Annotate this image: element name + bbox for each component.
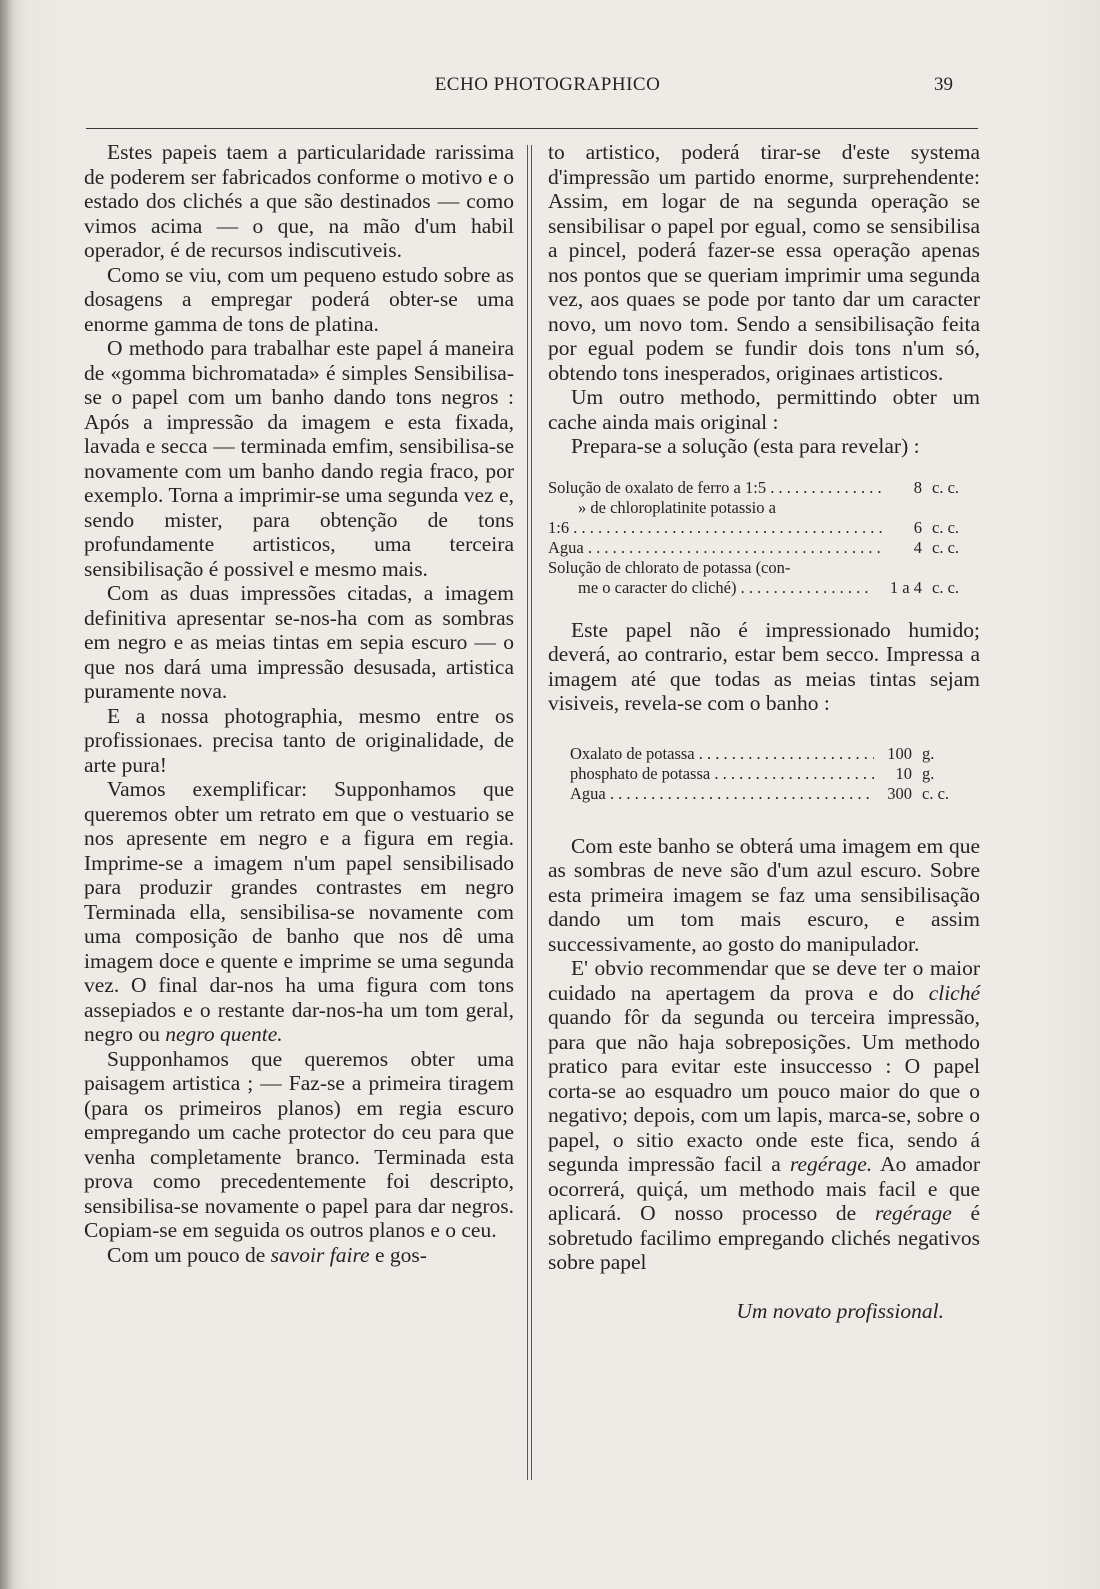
paragraph-text: e gos- <box>374 1242 427 1267</box>
formula-row <box>570 764 970 784</box>
formula-quantity <box>884 558 922 578</box>
formula-label: Agua . . . <box>548 538 884 558</box>
formula-quantity: 4 <box>913 537 922 557</box>
paragraph-text: Vamos exemplificar: Supponhamos que queremos obter um retrato em que o vestuario se nos apresente em negro e a figura em regia. Imprime-se a imagem n'um papel sensibilisado para produzir grandes contrastes em negro Terminada ella, sensibilisa-se novamente com uma composição de banho que nos dê uma imagem doce e quente e imprime se uma segunda vez. O final dar-nos ha uma figura com tons assepiados e o restante dar-nos-ha um tom geral, negro ou <box>84 777 514 1046</box>
paragraph <box>548 956 980 1275</box>
formula-unit: c. c. <box>932 577 960 597</box>
paragraph <box>84 1243 514 1268</box>
paragraph-text: Ao amador ocorrerá, quiçá, um methodo mais facil e que aplicará. O nosso processo de <box>548 1152 980 1225</box>
formula-row <box>548 558 980 578</box>
running-title: ECHO PHOTOGRAPHICO <box>434 74 661 95</box>
paragraph: Um outro methodo, permittindo obter um cache ainda mais original : <box>548 385 980 434</box>
left-column <box>84 140 514 1267</box>
paragraph: Prepara-se a solução (esta para revelar) : <box>571 434 920 458</box>
paragraph: O methodo para trabalhar este papel á maneira de «gomma bichromatada» é simples Sensibilisa-se o papel com um banho dando tons negros : Após a impressão da imagem e esta fixada, lavada e secca — terminada emfim, sensibilisa-se novamente com um banho dando regia fraco, por exemplo. Torna a imprimir-se uma segunda vez e, sendo mister, para obtenção de tons profundamente artisticos, uma terceira sensibilisação é possivel e mesmo mais. <box>84 336 514 581</box>
page-number: 39 <box>934 74 953 95</box>
formula-row <box>548 538 980 558</box>
formula-unit: c. c. <box>932 537 960 557</box>
formula-label: » de chloroplatinite potassio a <box>578 497 776 517</box>
formula-label: phosphato de potassa . . . <box>570 764 874 784</box>
paragraph: Com as duas impressões citadas, a imagem definitiva apresentar se-nos-ha com as sombras em negro e as meias tintas em sepia escuro — o que nos dará uma impressão desusada, artistica puramente nova. <box>84 581 514 703</box>
binding-shadow <box>0 0 14 1589</box>
paragraph: Como se viu, com um pequeno estudo sobre as dosagens a empregar poderá obter-se uma enorme gamma de tons de platina. <box>84 262 514 336</box>
paragraph: Supponhamos que queremos obter uma paisagem artistica ; — Faz-se a primeira tiragem (para os primeiros planos) em regia escuro empregando um cache protector do ceu para que venha completamente branco. Terminada esta prova como precedentemente foi descripto, sensibilisa-se novamente o papel para dar negros. Copiam-se em seguida os outros planos e o ceu. <box>84 1046 514 1242</box>
formula-row <box>548 478 980 498</box>
formula-label: Agua . . . <box>570 784 874 804</box>
formula-quantity: 10 <box>895 763 912 783</box>
header-rule <box>86 128 978 129</box>
paragraph: Com este banho se obterá uma imagem em que as sombras de neve são d'um azul escuro. Sobre esta primeira imagem se faz uma sensibilisação dando um tom mais escuro, e assim successivamente, ao gosto do manipulador. <box>548 833 980 956</box>
paragraph-text: é sobretudo facilimo empregando clichés negativos sobre papel <box>548 1201 981 1274</box>
italic-phrase: regérage <box>874 1201 952 1225</box>
formula-unit: c. c. <box>932 477 960 497</box>
paragraph: Este papel não é impressionado humido; deverá, ao contrario, estar bem secco. Impressa a imagem até que todas as meias tintas sejam visiveis, revela-se com o banho : <box>548 617 980 715</box>
paragraph-text: E' obvio recommendar que se deve ter o maior cuidado na apertagem da prova e do <box>548 956 980 1005</box>
formula-quantity: 300 <box>887 783 912 803</box>
italic-phrase: savoir faire <box>270 1242 370 1267</box>
paragraph <box>84 777 514 1047</box>
formula-unit: c. c. <box>922 783 950 803</box>
paragraph: E a nossa photographia, mesmo entre os profissionaes. precisa tanto de originalidade, de arte pura! <box>84 703 514 777</box>
formula-row <box>548 498 980 518</box>
formula-table-2 <box>570 744 970 804</box>
italic-phrase: cliché <box>928 980 981 1005</box>
formula-row <box>548 578 980 598</box>
column-divider-right <box>531 145 532 1480</box>
author-signature: Um novato profissional. <box>736 1298 944 1323</box>
paragraph: Estes papeis tаem a particularidade rarissima de poderem ser fabricados conforme o motivo e o estado dos clichés a que são destinados — como vimos acima — o que, na mão d'um habil operador, é de recursos indiscutiveis. <box>84 140 514 262</box>
formula-label: Solução de chlorato de potassa (con- <box>548 557 791 577</box>
formula-row <box>548 518 980 538</box>
formula-unit: g. <box>922 763 935 783</box>
paragraph-text: Com um pouco de <box>107 1242 266 1267</box>
formula-label: Solução de oxalato de ferro a 1:5 . . . <box>548 478 884 498</box>
formula-quantity: 8 <box>913 477 922 497</box>
formula-label: Oxalato de potassa . . . <box>570 744 874 764</box>
formula-quantity: 1 a 4 <box>889 577 922 597</box>
formula-row <box>570 784 970 804</box>
formula-table-1 <box>548 478 980 598</box>
paragraph-text: quando fôr da segunda ou terceira impressão, para que não haja sobreposições. Um methodo pratico para evitar este insuccesso : O papel corta-se ao esquadro um pouco maior do que o negativo; depois, com um lapis, marca-se, sobre o papel, o sitio exacto onde este fica, sendo á segunda impressão facil a <box>548 1005 980 1176</box>
formula-quantity: 100 <box>887 743 912 763</box>
formula-label: 1:6 . . . <box>548 518 884 538</box>
formula-quantity: 6 <box>913 517 922 537</box>
right-column <box>548 140 980 1323</box>
formula-unit <box>922 558 980 578</box>
formula-unit: g. <box>922 743 935 763</box>
italic-phrase: regérage. <box>789 1152 873 1176</box>
page-header <box>0 74 1100 100</box>
paragraph: to artistico, poderá tirar-se d'este systema d'impressão um partido enorme, surprehendente: Assim, em logar de na segunda operação se sensibilisar o pаpel por egual, como se sensibilisa a pincel, poderá fazer-se essa operação apenas nos pontos que se queriam imprimir uma segunda vez, aos quaes se pode por tanto dar um caracter novo, um novo tom. Sendo a sensibilisação feita por egual podem se fundir dois tons n'um só, obtendo tons inesperados, originaes artisticos. <box>548 140 980 385</box>
column-divider-left <box>527 145 528 1480</box>
formula-unit <box>922 498 980 518</box>
formula-row <box>570 744 970 764</box>
formula-label: me o caracter do cliché) . . . <box>548 578 868 598</box>
formula-quantity <box>884 498 922 518</box>
italic-phrase: negro quente. <box>165 1022 283 1046</box>
formula-unit: c. c. <box>932 517 960 537</box>
